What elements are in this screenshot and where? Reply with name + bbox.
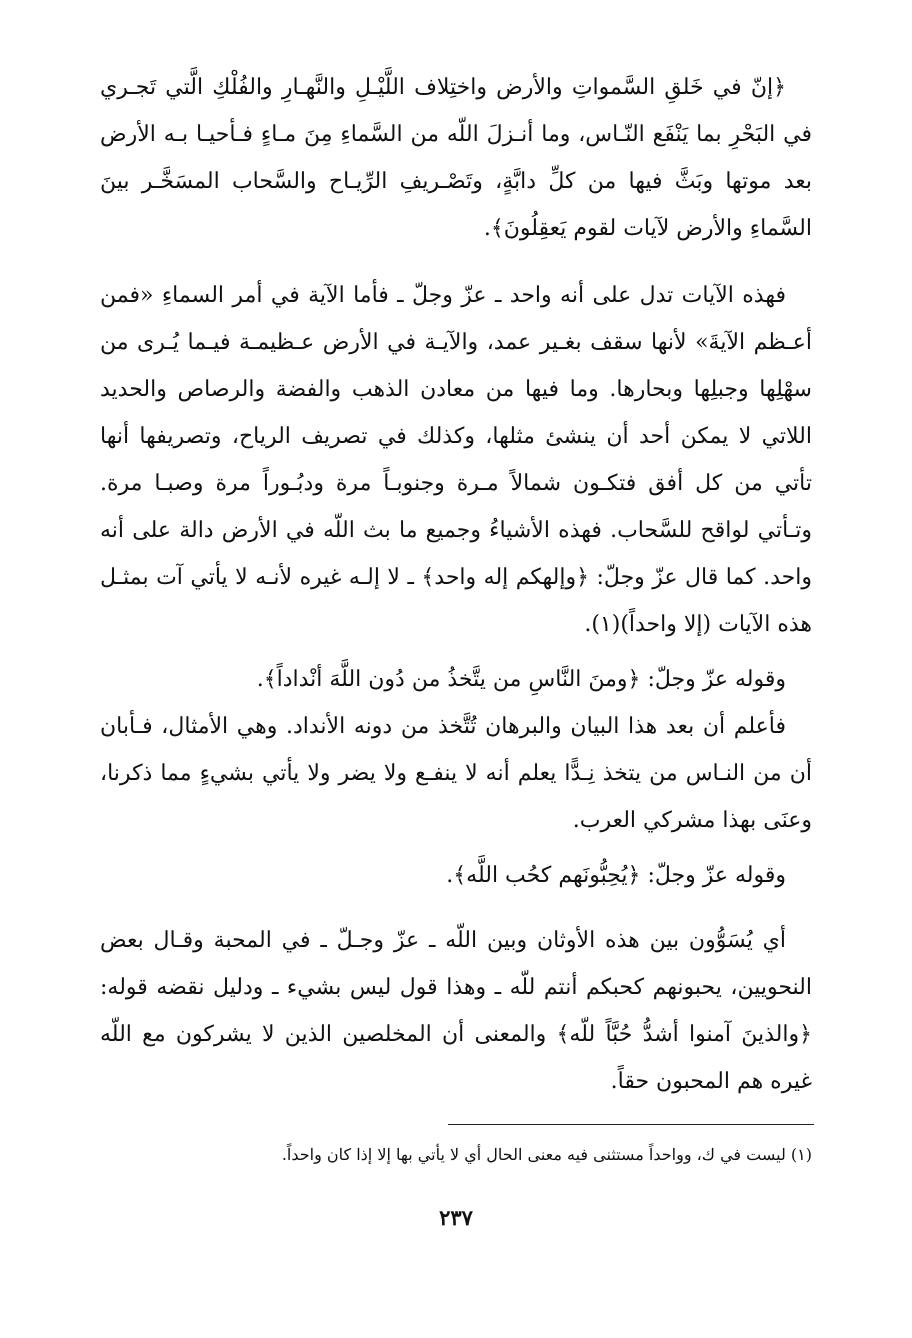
quran-verse-paragraph: وقوله عزّ وجلّ: ﴿يُحِبُّونَهم كحُب اللَّه﴾. [446,863,786,888]
page-number: ٢٣٧ [439,1205,473,1230]
verse-block-3 [100,852,812,899]
footnote: (١) ليست في ك، وواحداً مستثنى فيه معنى الحال أي لا يأتي بها إلا إذا كان واحداً. [281,1145,812,1164]
commentary-block-3 [100,917,812,1105]
quran-verse-paragraph: وقوله عزّ وجلّ: ﴿ومنَ النَّاسِ من يتَّخذُ من دُون اللَّهَ أنْداداً﴾. [256,667,786,692]
commentary-paragraph: فأعلم أن بعد هذا البيان والبرهان تُتَّخذ من دونه الأنداد. وهي الأمثال، فـأبان أن من النـاس من يتخذ نِـدًّا يعلم أنه لا ينفـع ولا يضر ولا يأتي بشيءٍ مما ذكرنا، وعنَى بهذا مشركي العرب. [100,714,812,833]
footnote-divider [448,1124,814,1125]
verse-block-2 [100,656,812,844]
verse-block-1 [100,64,812,252]
quran-verse-paragraph: ﴿إنّ في خَلقِ السَّمواتِ والأرض واختِلاف اللَّيْـلِ والنَّهـارِ والفُلْكِ الَّتي تَجـري في البَحْرِ بما يَنْفَع النّـاس، وما أنـزلَ اللّه من السَّماءِ مِنَ مـاءٍ فـأحيـا بـه الأرض بعد موتها وبَثَّ فيها من كلِّ دابَّةٍ، وتَصْـريفِ الرِّيـاح والسَّحاب المسَخَّـر بينَ السَّماءِ والأرض لآيات لقوم يَعقِلُونَ﴾. [100,75,812,241]
commentary-block-1 [100,272,812,648]
commentary-paragraph: أي يُسَوُّون بين هذه الأوثان وبين اللّه ـ عزّ وجـلّ ـ في المحبة وقـال بعض النحويين، يحبونهم كحبكم أنتم للّه ـ وهذا قول ليس بشيء ـ ودليل نقضه قوله: ﴿والذينَ آمنوا أشدُّ حُبَّاً للّه﴾ والمعنى أن المخلصين الذين لا يشركون مع اللّه غيره هم المحبون حقاً. [100,928,812,1094]
commentary-paragraph: فهذه الآيات تدل على أنه واحد ـ عزّ وجلّ ـ فأما الآية في أمر السماءِ «فمن أعـظم الآيةَ» لأنها سقف بغـير عمد، والآيـة في الأرض عـظيمـة فيـما يُـرى من سهْلِها وجبلِها وبحارها. وما فيها من معادن الذهب والفضة والرصاص والحديد اللاتي لا يمكن أحد أن ينشئ مثلها، وكذلك في تصريف الرياح، وتصريفها أنها تأتي من كل أفق فتكـون شمالاً مـرة وجنوبـاً مرة ودبُـوراً مرة وصبـا مرة. وتـأتي لواقح للسَّحاب. فهذه الأشياءُ وجميع ما بث اللّه في الأرض دالة على أنه واحد. كما قال عزّ وجلّ: ﴿وإلهكم إله واحد﴾ ـ لا إلـه غيره لأنـه لا يأتي آت بمثـل هذه الآيات (إلا واحداً)(١). [100,283,812,637]
